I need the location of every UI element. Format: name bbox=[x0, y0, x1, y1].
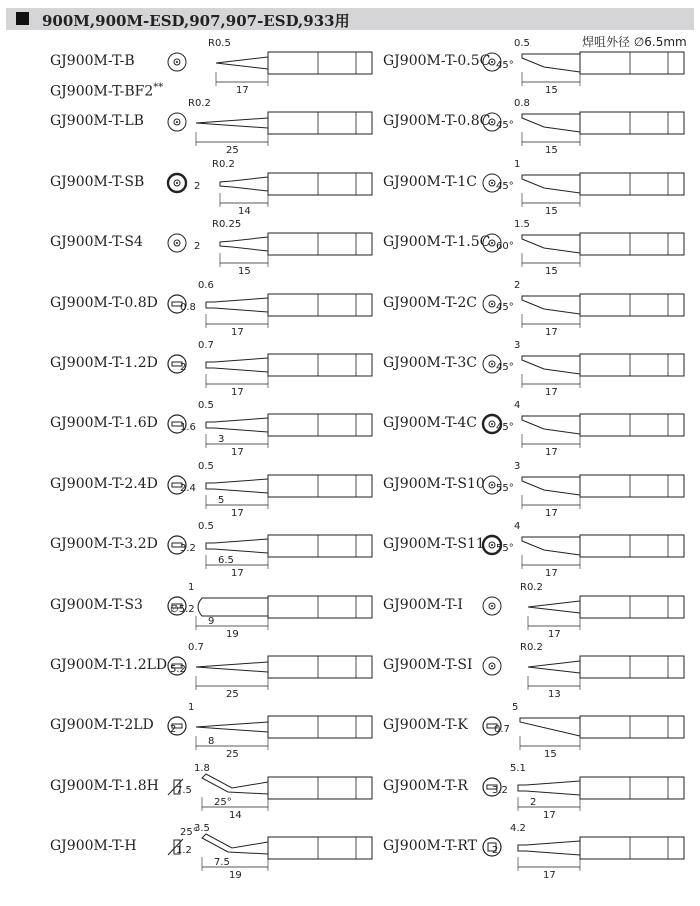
dimension-label: 0.7 bbox=[494, 724, 510, 736]
dimension-label: 4.2 bbox=[510, 823, 526, 835]
dimension-label: 9 bbox=[208, 615, 215, 627]
model-name: GJ900M-T-2.4D bbox=[50, 475, 158, 492]
dimension-label: 8 bbox=[208, 736, 215, 748]
gj900m-t-si-end-view-icon bbox=[483, 657, 501, 675]
dimension-label: 2 bbox=[492, 845, 499, 857]
dimension-label: 55° bbox=[496, 482, 514, 494]
model-name: GJ900M-T-S10 bbox=[383, 475, 485, 492]
dimension-label: 3 bbox=[218, 434, 225, 446]
dimension-label: 17 bbox=[543, 870, 556, 882]
dimension-label: R0.2 bbox=[212, 158, 235, 170]
tip-drawing bbox=[192, 219, 382, 278]
gj900m-t-0.8c-tip-profile bbox=[522, 112, 684, 146]
dimension-label: 13 bbox=[548, 689, 561, 700]
dimension-label: 55° bbox=[496, 543, 514, 555]
dimension-label: 0.5 bbox=[198, 521, 214, 533]
dimension-label: 5.2 bbox=[170, 664, 186, 675]
dimension-label: 45° bbox=[496, 180, 514, 192]
model-name: GJ900M-T-B bbox=[50, 53, 135, 69]
gj900m-t-0.8d-tip-profile bbox=[206, 294, 372, 328]
dimension-label: 15 bbox=[545, 85, 558, 96]
dimension-label: 5 bbox=[218, 494, 225, 506]
tip-drawing bbox=[180, 340, 382, 398]
tip-drawing bbox=[496, 279, 694, 338]
dimension-label: 15 bbox=[545, 266, 558, 278]
model-name: GJ900M-T-1.2LD bbox=[50, 657, 168, 673]
model-name: GJ900M-T-0.8C bbox=[383, 113, 491, 130]
gj900m-t-b-tip-profile bbox=[216, 52, 372, 86]
model-name: GJ900M-T-K bbox=[383, 717, 468, 734]
dimension-label: 17 bbox=[231, 447, 244, 459]
tip-drawing bbox=[170, 702, 382, 761]
dimension-label: 1 bbox=[188, 581, 195, 593]
dimension-label: 5 bbox=[512, 702, 519, 714]
dimension-label: 14 bbox=[229, 809, 242, 821]
model-name-variant bbox=[50, 82, 163, 100]
dimension-label: 15 bbox=[238, 266, 251, 278]
end-view-icon bbox=[167, 112, 187, 132]
tip-drawing bbox=[504, 642, 694, 700]
tip-drawing bbox=[192, 38, 382, 96]
tip-diameter-note: 焊咀外径 ∅6.5mm bbox=[582, 35, 687, 49]
dimension-label: 19 bbox=[226, 628, 239, 640]
gj900m-t-si-tip-profile bbox=[528, 656, 684, 690]
dimension-label: 6.5 bbox=[218, 555, 234, 567]
tip-drawing bbox=[492, 762, 694, 821]
model-name: GJ900M-T-S11 bbox=[383, 536, 485, 553]
dimension-label: 17 bbox=[545, 568, 558, 580]
dimension-label: 0.8 bbox=[180, 301, 196, 313]
dimension-label: 17 bbox=[548, 628, 561, 640]
gj900m-t-k-tip-profile bbox=[520, 716, 684, 750]
end-view-icon bbox=[167, 52, 187, 72]
dimension-label: 14 bbox=[238, 205, 251, 217]
dimension-label: 3.2 bbox=[492, 784, 508, 796]
model-name: GJ900M-T-1.8H bbox=[50, 777, 159, 794]
dimension-label: 2 bbox=[514, 279, 521, 291]
dimension-label: 3.2 bbox=[180, 543, 196, 555]
model-name: GJ900M-T-SI bbox=[383, 657, 473, 673]
dimension-label: 1 bbox=[188, 702, 195, 714]
model-name: GJ900M-T-RT bbox=[383, 838, 477, 855]
dimension-label: 3.5 bbox=[194, 823, 210, 835]
dimension-label: 60° bbox=[496, 241, 514, 253]
tip-drawing bbox=[494, 702, 694, 761]
tip-drawing bbox=[180, 279, 382, 338]
dimension-label: 1 bbox=[514, 158, 521, 170]
dimension-label: 3 bbox=[514, 460, 521, 472]
dimension-label: 17 bbox=[545, 447, 558, 459]
gj900m-t-i-end-view-icon bbox=[483, 597, 501, 615]
dimension-label: 7.5 bbox=[214, 857, 230, 869]
model-name: GJ900M-T-0.5C bbox=[383, 53, 491, 69]
end-view-icon bbox=[482, 656, 502, 676]
tip-drawing bbox=[180, 521, 382, 580]
gj900m-t-1.2ld-tip-profile bbox=[196, 656, 372, 690]
model-name: GJ900M-T-4C bbox=[383, 415, 477, 432]
dimension-label: R0.2 bbox=[188, 98, 211, 110]
dimension-label: R0.2 bbox=[520, 581, 543, 593]
dimension-label: 45° bbox=[496, 60, 514, 71]
dimension-label: R0.2 bbox=[520, 642, 543, 653]
gj900m-t-r-tip-profile bbox=[518, 777, 684, 811]
dimension-label: 17 bbox=[545, 326, 558, 338]
tip-drawing bbox=[496, 460, 694, 519]
gj900m-t-s3-tip-profile bbox=[196, 596, 372, 630]
end-view-icon bbox=[167, 233, 187, 253]
dimension-label: 0.7 bbox=[188, 642, 204, 653]
model-name: GJ900M-T-2C bbox=[383, 294, 477, 311]
dimension-label: 4 bbox=[514, 400, 521, 412]
dimension-label: 1.5 bbox=[514, 219, 530, 231]
gj900m-t-1c-tip-profile bbox=[522, 173, 684, 207]
model-name: GJ900M-T-3.2D bbox=[50, 536, 158, 553]
gj900m-t-s11-tip-profile bbox=[522, 535, 684, 569]
dimension-label: 17 bbox=[231, 387, 244, 398]
model-name: GJ900M-T-0.8D bbox=[50, 294, 158, 311]
dimension-label: 17 bbox=[545, 387, 558, 398]
end-view-icon bbox=[167, 173, 187, 193]
tip-drawing bbox=[492, 823, 694, 882]
dimension-label: 15 bbox=[545, 145, 558, 157]
dimension-label: R0.5 bbox=[208, 38, 231, 49]
tip-drawing bbox=[176, 762, 382, 821]
model-name: GJ900M-T-S3 bbox=[50, 596, 143, 613]
model-name: GJ900M-T-3C bbox=[383, 355, 477, 371]
gj900m-t-b-end-view-icon bbox=[168, 53, 186, 71]
tip-drawing bbox=[176, 823, 382, 882]
dimension-label: 1.6 bbox=[180, 422, 196, 434]
variant-name: GJ900M-T-BF2 bbox=[50, 83, 154, 100]
tip-drawing bbox=[496, 340, 694, 398]
model-name: GJ900M-T-2LD bbox=[50, 717, 154, 734]
dimension-label: 17 bbox=[236, 85, 249, 96]
dimension-label: 0.5 bbox=[198, 400, 214, 412]
gj900m-t-s4-tip-profile bbox=[220, 233, 372, 267]
tip-drawing bbox=[496, 400, 694, 459]
dimension-label: 3 bbox=[514, 340, 521, 351]
gj900m-t-i-tip-profile bbox=[528, 596, 684, 630]
model-name: GJ900M-T-I bbox=[383, 596, 463, 613]
model-name: GJ900M-T-1C bbox=[383, 173, 477, 190]
dimension-label: 4 bbox=[514, 521, 521, 533]
dimension-label: ∅5.2 bbox=[170, 603, 195, 615]
dimension-label: 17 bbox=[231, 507, 244, 519]
dimension-label: 45° bbox=[496, 120, 514, 132]
tip-drawing bbox=[170, 642, 382, 700]
dimension-label: 25 bbox=[226, 145, 239, 157]
dimension-label: 0.5 bbox=[198, 460, 214, 472]
dimension-label: 25 bbox=[226, 749, 239, 761]
dimension-label: 2 bbox=[530, 796, 537, 808]
model-name: GJ900M-T-H bbox=[50, 838, 137, 855]
dimension-label: 2.4 bbox=[180, 482, 196, 494]
dimension-label: 5.1 bbox=[510, 762, 526, 774]
gj900m-t-s4-end-view-icon bbox=[168, 234, 186, 252]
tip-drawing bbox=[180, 400, 382, 459]
gj900m-t-sb-tip-profile bbox=[220, 173, 372, 207]
dimension-label: 15 bbox=[544, 749, 557, 761]
model-name: GJ900M-T-S4 bbox=[50, 234, 143, 251]
dimension-label: 45° bbox=[496, 301, 514, 313]
dimension-label: 45° bbox=[496, 362, 514, 373]
dimension-label: 0.6 bbox=[198, 279, 214, 291]
model-name: GJ900M-T-LB bbox=[50, 113, 144, 130]
end-view-icon bbox=[482, 596, 502, 616]
gj900m-t-sb-end-view-icon bbox=[168, 174, 186, 192]
dimension-label: 7.5 bbox=[176, 784, 192, 796]
gj900m-t-lb-end-view-icon bbox=[168, 113, 186, 131]
model-name: GJ900M-T-1.2D bbox=[50, 355, 158, 371]
model-name: GJ900M-T-R bbox=[383, 777, 468, 794]
gj900m-t-2ld-tip-profile bbox=[196, 716, 372, 750]
dimension-label: 2 bbox=[194, 180, 201, 192]
gj900m-t-0.5c-tip-profile bbox=[522, 52, 684, 86]
dimension-label: 19 bbox=[229, 870, 242, 882]
gj900m-t-2.4d-tip-profile bbox=[206, 475, 372, 509]
dimension-label: 17 bbox=[543, 809, 556, 821]
tip-drawing bbox=[496, 98, 694, 157]
tip-drawing bbox=[170, 581, 382, 640]
tip-drawing bbox=[192, 158, 382, 217]
gj900m-t-4c-tip-profile bbox=[522, 414, 684, 448]
gj900m-t-3c-tip-profile bbox=[522, 354, 684, 388]
dimension-label: 0.5 bbox=[514, 38, 530, 49]
model-name: GJ900M-T-1.5C bbox=[383, 234, 491, 251]
gj900m-t-1.5c-tip-profile bbox=[522, 233, 684, 267]
tip-drawing bbox=[496, 158, 694, 217]
gj900m-t-rt-tip-profile bbox=[518, 837, 684, 871]
tip-drawing bbox=[188, 98, 382, 157]
dimension-label: 45° bbox=[496, 422, 514, 434]
gj900m-t-1.6d-tip-profile bbox=[206, 414, 372, 448]
tip-drawing bbox=[180, 460, 382, 519]
dimension-label: R0.25 bbox=[212, 219, 242, 231]
variant-mark: ** bbox=[153, 82, 164, 93]
dimension-label: 17 bbox=[231, 568, 244, 580]
header-bar bbox=[6, 8, 694, 30]
tip-drawing bbox=[504, 581, 694, 640]
gj900m-t-1.2d-tip-profile bbox=[206, 354, 372, 388]
dimension-label: 0.8 bbox=[514, 98, 530, 110]
dimension-label: 2 bbox=[180, 362, 187, 373]
dimension-label: 2 bbox=[170, 724, 177, 736]
dimension-label: 1.2 bbox=[176, 845, 192, 857]
model-name: GJ900M-T-SB bbox=[50, 173, 145, 190]
dimension-label: 25 bbox=[226, 689, 239, 700]
tip-drawing bbox=[496, 219, 694, 278]
dimension-label: 25° bbox=[180, 827, 198, 839]
dimension-label: 17 bbox=[231, 326, 244, 338]
dimension-label: 2 bbox=[194, 241, 201, 253]
page-title: 900M,900M-ESD,907,907-ESD,933用 bbox=[42, 12, 350, 30]
gj900m-t-s10-tip-profile bbox=[522, 475, 684, 509]
dimension-label: 15 bbox=[545, 205, 558, 217]
dimension-label: 1.8 bbox=[194, 762, 210, 774]
gj900m-t-lb-tip-profile bbox=[196, 112, 372, 146]
black-square-icon bbox=[16, 12, 29, 25]
gj900m-t-2c-tip-profile bbox=[522, 294, 684, 328]
model-name: GJ900M-T-1.6D bbox=[50, 415, 158, 432]
dimension-label: 25° bbox=[214, 796, 232, 808]
tip-drawing bbox=[496, 521, 694, 580]
dimension-label: 0.7 bbox=[198, 340, 214, 351]
dimension-label: 17 bbox=[545, 507, 558, 519]
